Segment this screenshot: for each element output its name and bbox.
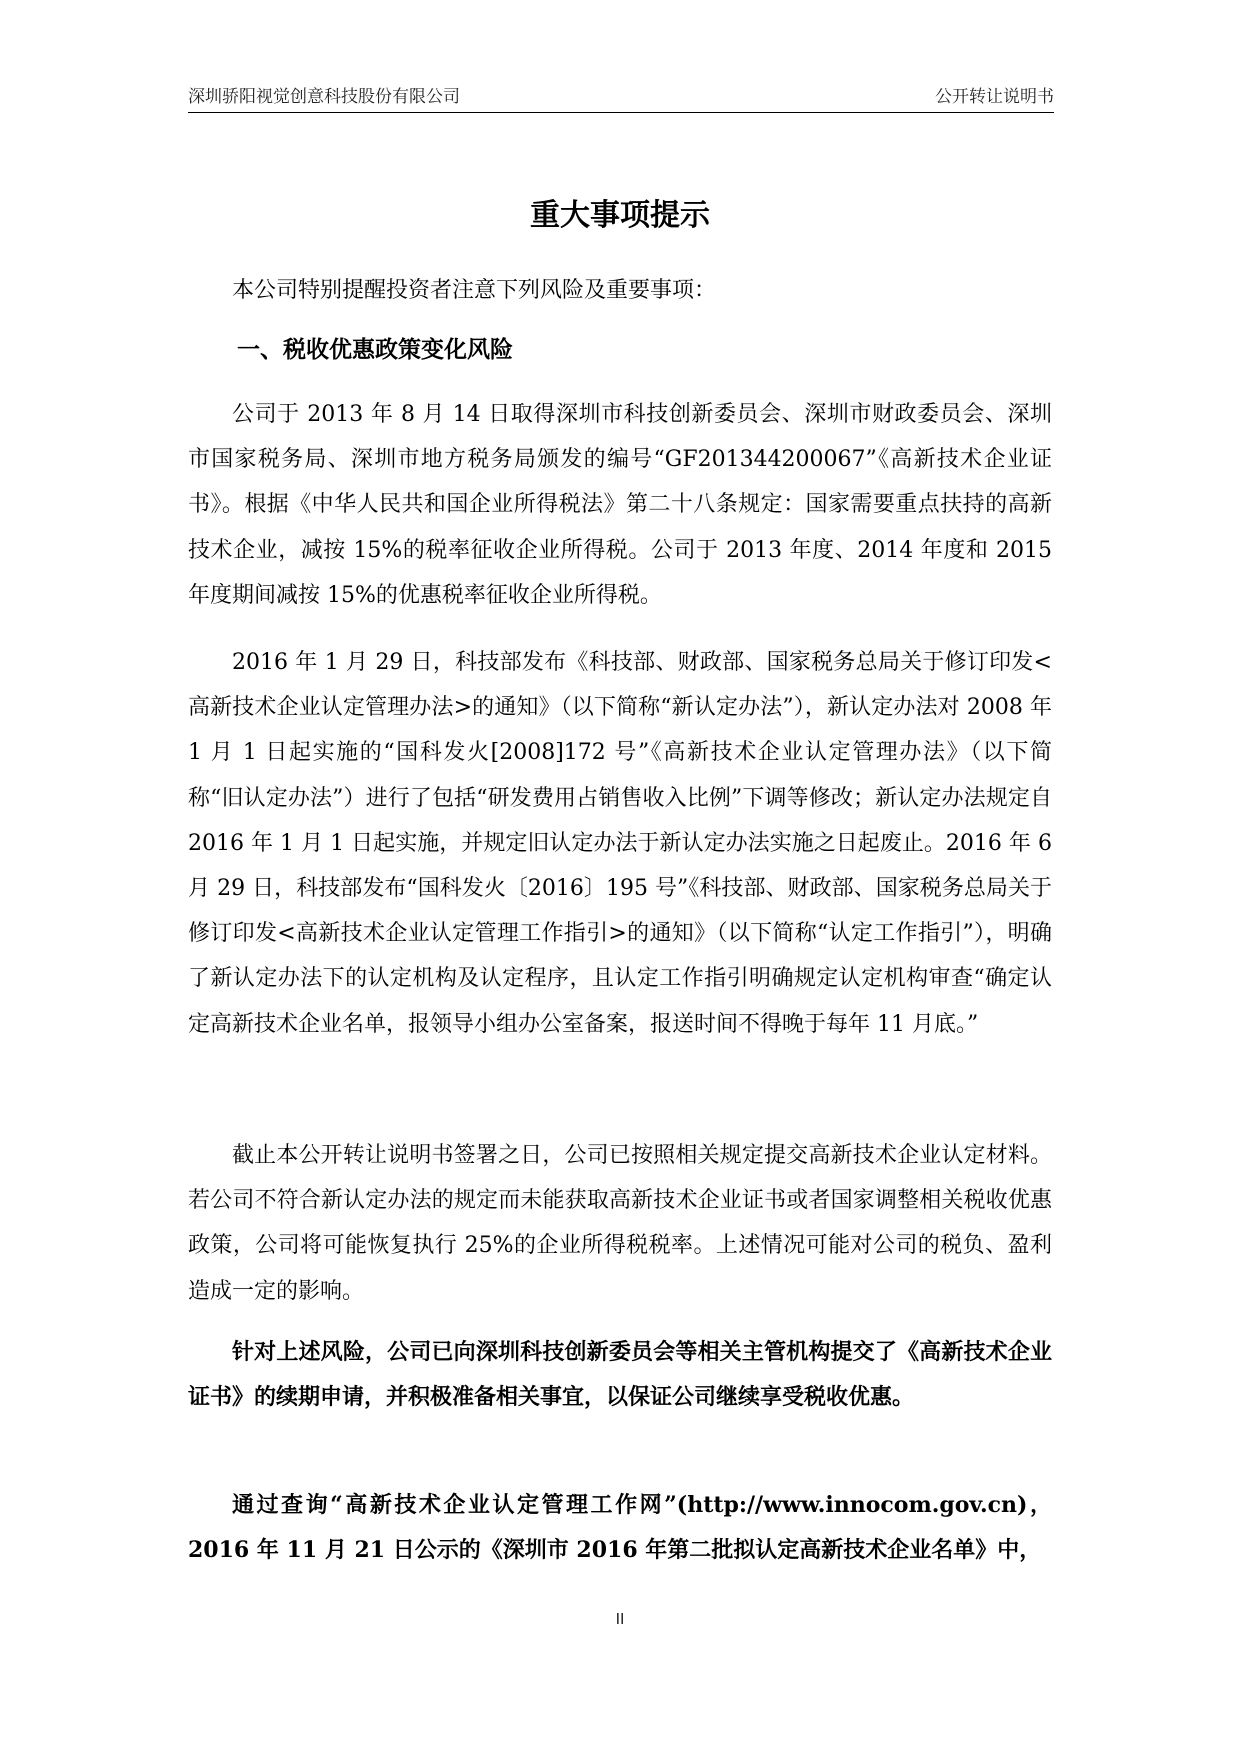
paragraph-query-result (188, 1483, 1052, 1573)
paragraph-new-rules (188, 640, 1052, 1047)
intro-paragraph (188, 268, 1052, 313)
paragraph-text: 截止本公开转让说明书签署之日，公司已按照相关规定提交高新技术企业认定材料。若公司不符合新认定办法的规定而未能获取高新技术企业证书或者国家调整相关税收优惠政策，公司将可能恢复执行 25%的企业所得税税率。上述情况可能对公司的税负、盈利造成一定的影响。 (188, 1143, 1052, 1304)
paragraph-status (188, 1133, 1052, 1314)
paragraph-certificate (188, 392, 1052, 618)
paragraph-mitigation (188, 1330, 1052, 1420)
paragraph-text: 通过查询“高新技术企业认定管理工作网”(http://www.innocom.gov.cn)，2016 年 11 月 21 日公示的《深圳市 2016 年第二批拟认定高新技术企业名单》中， (188, 1492, 1052, 1564)
section-heading: 一、税收优惠政策变化风险 (237, 337, 513, 363)
header-document-type: 公开转让说明书 (935, 87, 1054, 107)
paragraph-text: 公司于 2013 年 8 月 14 日取得深圳市科技创新委员会、深圳市财政委员会、深圳市国家税务局、深圳市地方税务局颁发的编号“GF201344200067”《高新技术企业证书》。根据《中华人民共和国企业所得税法》第二十八条规定：国家需要重点扶持的高新技术企业，减按 15%的税率征收企业所得税。公司于 2013 年度、2014 年度和 2015 年度期间减按 15%的优惠税率征收企业所得税。 (188, 402, 1052, 608)
paragraph-text: 针对上述风险，公司已向深圳科技创新委员会等相关主管机构提交了《高新技术企业证书》的续期申请，并积极准备相关事宜，以保证公司继续享受税收优惠。 (188, 1339, 1052, 1411)
page-title: 重大事项提示 (530, 198, 710, 233)
page-number: II (615, 1610, 625, 1628)
intro-text: 本公司特别提醒投资者注意下列风险及重要事项： (232, 278, 717, 303)
running-header (188, 86, 1054, 113)
header-company-name: 深圳骄阳视觉创意科技股份有限公司 (188, 87, 460, 107)
paragraph-text: 2016 年 1 月 29 日，科技部发布《科技部、财政部、国家税务总局关于修订印发<高新技术企业认定管理办法>的通知》（以下简称“新认定办法”），新认定办法对 2008 年 1 月 1 日起实施的“国科发火[2008]172 号”《高新技术企业认定管理办法》（以下简称“旧认定办法”）进行了包括“研发费用占销售收入比例”下调等修改；新认定办法规定自 2016 年 1 月 1 日起实施，并规定旧认定办法于新认定办法实施之日起废止。2016 年 6 月 29 日，科技部发布“国科发火〔2016〕195 号”《科技部、财政部、国家税务总局关于修订印发<高新技术企业认定管理工作指引>的通知》（以下简称“认定工作指引”），明确了新认定办法下的认定机构及认定程序，且认定工作指引明确规定认定机构审查“确定认定高新技术企业名单，报领导小组办公室备案，报送时间不得晚于每年 11 月底。” (188, 650, 1052, 1037)
